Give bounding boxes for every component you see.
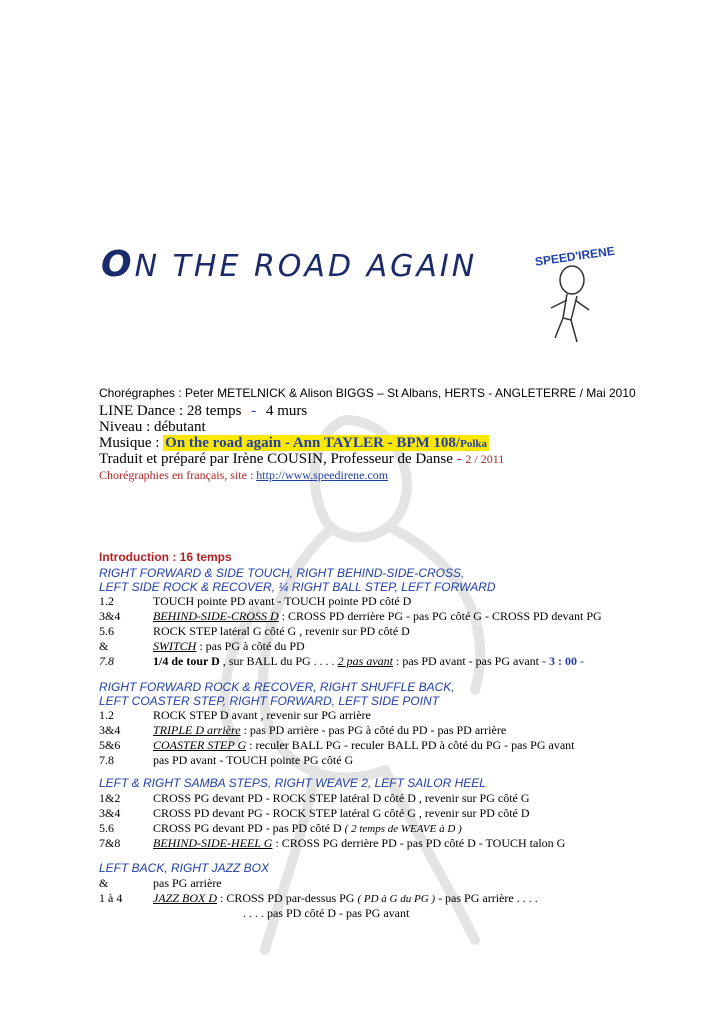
music-title: On the road again - Ann TAYLER - BPM 108/ — [165, 435, 461, 451]
step-count: 7.8 — [99, 753, 114, 767]
music-label: Musique : — [99, 435, 160, 451]
step-turn: 1/4 de tour D — [153, 654, 220, 668]
step-count: 1 à 4 — [99, 891, 123, 905]
line-dance-walls: 4 murs — [265, 403, 308, 419]
music-info — [99, 435, 489, 452]
level-info: Niveau : débutant — [99, 419, 206, 435]
step-description: ROCK STEP latéral G côté G , revenir sur PD côté D — [153, 624, 410, 638]
step-count: 1.2 — [99, 708, 114, 722]
step-count: 7.8 — [99, 654, 114, 668]
line-dance-info — [99, 403, 307, 420]
step-count: 7&8 — [99, 836, 121, 850]
translator-info — [99, 451, 504, 468]
translator-date: 2 / 2011 — [465, 452, 505, 466]
step-count: 1&2 — [99, 791, 121, 805]
page-title — [101, 244, 477, 285]
choreographers-line: Chorégraphes : Peter METELNICK & Alison BIGGS – St Albans, HERTS - ANGLETERRE / Mai 2010 — [99, 386, 636, 400]
step-name: TRIPLE D arrière — [153, 723, 241, 737]
step-name: COASTER STEP G — [153, 738, 247, 752]
step-count: 5.6 — [99, 821, 114, 835]
step-name: BEHIND-SIDE-HEEL G — [153, 836, 273, 850]
title-initial: O — [101, 244, 135, 285]
speedirene-logo — [527, 238, 627, 348]
title-rest: N THE ROAD AGAIN — [134, 249, 478, 284]
step-name: 2 pas avant — [337, 654, 394, 668]
step-count: 3&4 — [99, 609, 121, 623]
step-description-2: : pas PD avant - pas PG avant — [393, 654, 542, 668]
step-count: & — [99, 639, 109, 653]
step-name: BEHIND-SIDE-CROSS D — [153, 609, 279, 623]
introduction-label: Introduction : 16 temps — [99, 550, 232, 564]
step-description: : pas PG à côté du PD — [196, 639, 305, 653]
translator-separator: - — [452, 451, 466, 467]
step-count: 5&6 — [99, 738, 121, 752]
site-info — [99, 468, 388, 483]
step-description: : CROSS PG derrière PD - pas PD côté D - TOUCH talon G — [272, 836, 566, 850]
step-description-2: - pas PG arrière . . . . — [435, 891, 538, 905]
site-link[interactable]: http://www.speedirene.com — [256, 468, 389, 482]
step-description: , sur BALL du PG . . . . — [219, 654, 338, 668]
step-count: 5.6 — [99, 624, 114, 638]
step-description: TOUCH pointe PD avant - TOUCH pointe PD côté D — [153, 594, 412, 608]
translator-label: Traduit et préparé par Irène COUSIN, Professeur de Danse — [99, 451, 453, 467]
step-note: ( 2 temps de WEAVE à D ) — [344, 823, 462, 835]
step-description: : pas PD arrière - pas PG à côté du PD - pas PD arrière — [240, 723, 507, 737]
section-3-heading: LEFT & RIGHT SAMBA STEPS, RIGHT WEAVE 2, LEFT SAILOR HEEL — [99, 776, 486, 790]
step-description: . . . . pas PD côté D - pas PG avant — [243, 906, 410, 920]
step-count: 3&4 — [99, 723, 121, 737]
step-count: 1.2 — [99, 594, 114, 608]
section-1-heading-1: RIGHT FORWARD & SIDE TOUCH, RIGHT BEHIND-SIDE-CROSS, — [99, 566, 465, 580]
step-count: & — [99, 876, 109, 890]
step-description: : CROSS PD derrière PG - pas PG côté G - CROSS PD devant PG — [278, 609, 602, 623]
step-description: pas PD avant - TOUCH pointe PG côté G — [153, 753, 354, 767]
step-description: pas PG arrière — [153, 876, 222, 890]
site-label: Chorégraphies en français, site : — [99, 468, 254, 482]
line-dance-separator: - — [251, 403, 257, 419]
line-dance-count: LINE Dance : 28 temps — [99, 403, 242, 419]
section-2-heading-1: RIGHT FORWARD ROCK & RECOVER, RIGHT SHUFFLE BACK, — [99, 680, 455, 694]
section-4-heading: LEFT BACK, RIGHT JAZZ BOX — [99, 861, 270, 875]
step-description: CROSS PG devant PD - ROCK STEP latéral D côté D , revenir sur PG côté G — [153, 791, 530, 805]
step-description: CROSS PD devant PG - ROCK STEP latéral G côté G , revenir sur PD côté D — [153, 806, 530, 820]
step-description: : CROSS PD par-dessus PG — [217, 891, 358, 905]
svg-text:SPEED'IRENE: SPEED'IRENE — [534, 243, 616, 269]
step-description: CROSS PG devant PD - pas PD côté D — [153, 821, 345, 835]
step-note: ( PD à G du PG ) — [357, 893, 436, 905]
step-description: : reculer BALL PG - reculer BALL PD à côté du PG - pas PG avant — [246, 738, 575, 752]
section-2-heading-2: LEFT COASTER STEP, RIGHT FORWARD, LEFT SIDE POINT — [99, 694, 440, 708]
step-count: 3&4 — [99, 806, 121, 820]
music-style: Polka — [460, 438, 487, 450]
wall-time: - 3 : 00 - — [542, 654, 584, 668]
step-name: JAZZ BOX D — [153, 891, 217, 905]
section-1-heading-2: LEFT SIDE ROCK & RECOVER, ¼ RIGHT BALL STEP, LEFT FORWARD — [99, 580, 496, 594]
step-description: ROCK STEP D avant , revenir sur PG arrière — [153, 708, 371, 722]
step-name: SWITCH — [153, 639, 197, 653]
